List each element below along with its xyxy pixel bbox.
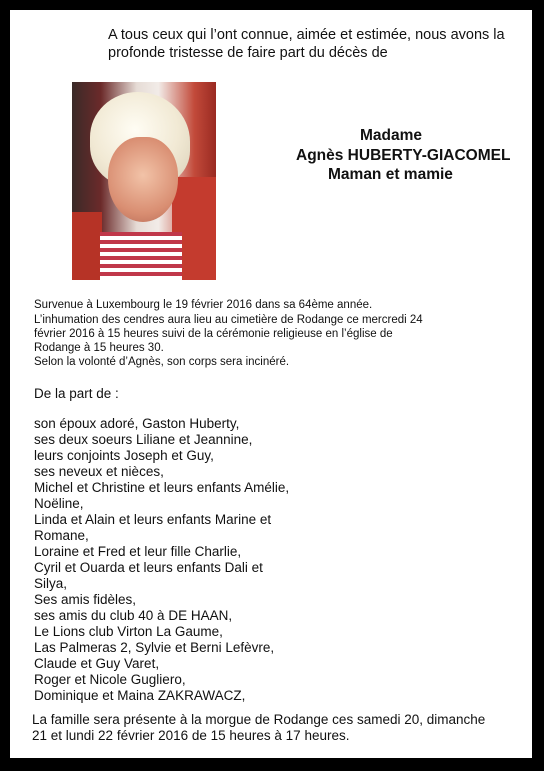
- family-line: Loraine et Fred et leur fille Charlie,: [34, 544, 242, 559]
- family-line: Noëline,: [34, 496, 84, 511]
- family-line: Romane,: [34, 528, 89, 543]
- portrait-photo: [72, 82, 216, 280]
- family-line: ses neveux et nièces,: [34, 464, 164, 479]
- family-line: Ses amis fidèles,: [34, 592, 137, 607]
- family-line: ses deux soeurs Liliane et Jeannine,: [34, 432, 253, 447]
- family-line: Dominique et Maina ZAKRAWACZ,: [34, 688, 246, 703]
- detail-line: Survenue à Luxembourg le 19 février 2016 dans sa 64ème année.: [34, 299, 373, 311]
- deceased-role: Maman et mamie: [328, 166, 453, 183]
- family-line: ses amis du club 40 à DE HAAN,: [34, 608, 233, 623]
- family-line: leurs conjoints Joseph et Guy,: [34, 448, 214, 463]
- deceased-title: Madame: [360, 127, 423, 144]
- from-label: De la part de :: [34, 386, 119, 401]
- obituary-card: [10, 10, 532, 758]
- family-line: Roger et Nicole Gugliero,: [34, 672, 186, 687]
- family-line: Le Lions club Virton La Gaume,: [34, 624, 223, 639]
- family-line: Claude et Guy Varet,: [34, 656, 160, 671]
- deceased-name: Agnès HUBERTY-GIACOMEL: [296, 147, 511, 164]
- family-line: Silya,: [34, 576, 68, 591]
- family-line: son époux adoré, Gaston Huberty,: [34, 416, 240, 431]
- detail-line: L’inhumation des cendres aura lieu au cimetière de Rodange ce mercredi 24: [34, 314, 423, 326]
- detail-line: février 2016 à 15 heures suivi de la cérémonie religieuse en l’église de: [34, 328, 393, 340]
- family-line: Linda et Alain et leurs enfants Marine et: [34, 512, 272, 527]
- closing-line-2: 21 et lundi 22 février 2016 de 15 heures à 17 heures.: [32, 728, 350, 743]
- family-line: Michel et Christine et leurs enfants Amélie,: [34, 480, 290, 495]
- intro-line-1: A tous ceux qui l’ont connue, aimée et estimée, nous avons la: [108, 27, 505, 43]
- intro-line-2: profonde tristesse de faire part du décès de: [108, 45, 388, 61]
- family-line: Cyril et Ouarda et leurs enfants Dali et: [34, 560, 263, 575]
- closing-line-1: La famille sera présente à la morgue de Rodange ces samedi 20, dimanche: [32, 712, 486, 727]
- detail-line: Selon la volonté d’Agnès, son corps sera incinéré.: [34, 356, 290, 368]
- detail-line: Rodange à 15 heures 30.: [34, 342, 164, 354]
- family-line: Las Palmeras 2, Sylvie et Berni Lefèvre,: [34, 640, 275, 655]
